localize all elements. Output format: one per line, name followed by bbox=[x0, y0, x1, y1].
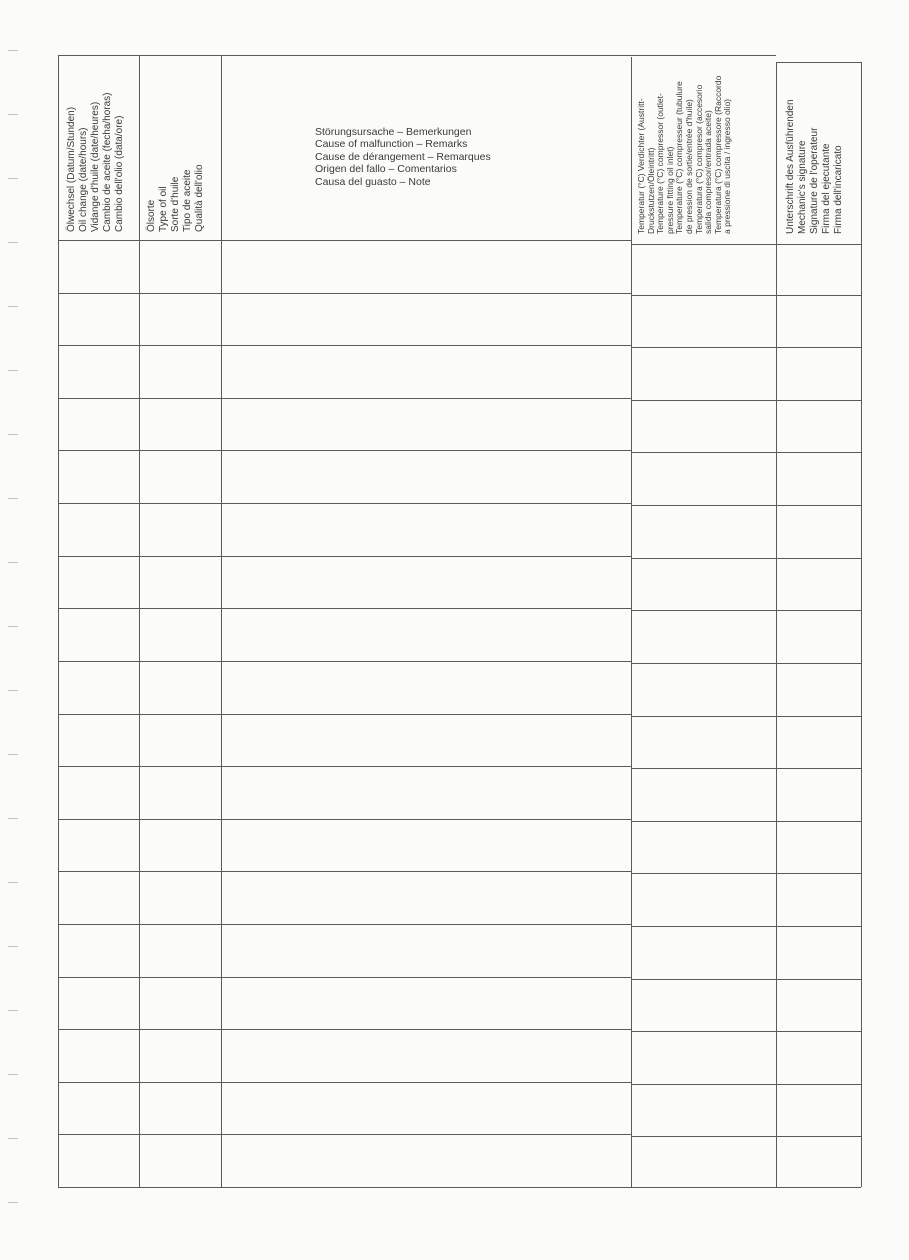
oil-type-cell[interactable] bbox=[140, 767, 221, 819]
oil-change-cell[interactable] bbox=[59, 715, 139, 766]
header-line: Firma dell'incaricato bbox=[833, 145, 844, 234]
header-line: Temperatura (°C) compressore (Raccordo bbox=[712, 75, 723, 234]
temperature-cell[interactable] bbox=[632, 925, 776, 977]
temperature-cell[interactable] bbox=[632, 978, 776, 1029]
temperature-cell[interactable] bbox=[632, 609, 776, 661]
signature-cell[interactable] bbox=[777, 241, 861, 293]
margin-tick bbox=[8, 1010, 18, 1011]
header-line: Druckstutzen/Öleintritt) bbox=[645, 147, 656, 234]
temperature-cell[interactable] bbox=[632, 399, 776, 450]
header-line: Temperature (°C) compressor (outlet- bbox=[655, 93, 666, 234]
temperature-cell[interactable] bbox=[632, 241, 776, 293]
table-top-border bbox=[58, 55, 776, 56]
header-remarks bbox=[315, 126, 491, 188]
margin-tick bbox=[8, 882, 18, 883]
margin-tick bbox=[8, 754, 18, 755]
temperature-cell[interactable] bbox=[632, 346, 776, 398]
header-line: a pressione di uscita / ingresso olio) bbox=[722, 98, 733, 234]
table-right-border bbox=[861, 62, 862, 1187]
header-oil-type bbox=[146, 164, 206, 232]
header-signature bbox=[785, 99, 845, 234]
signature-cell[interactable] bbox=[777, 1083, 861, 1134]
signature-cell[interactable] bbox=[777, 662, 861, 714]
margin-tick bbox=[8, 818, 18, 819]
header-line: Origen del fallo – Comentarios bbox=[315, 163, 457, 176]
temperature-cell[interactable] bbox=[632, 767, 776, 819]
temperature-cell[interactable] bbox=[632, 1030, 776, 1082]
signature-cell[interactable] bbox=[777, 451, 861, 503]
remarks-cell[interactable] bbox=[222, 1135, 631, 1187]
header-line: Cambio de aceite (fecha/horas) bbox=[102, 92, 113, 232]
remarks-cell[interactable] bbox=[222, 925, 631, 977]
signature-cell[interactable] bbox=[777, 978, 861, 1029]
remarks-cell[interactable] bbox=[222, 662, 631, 714]
oil-type-cell[interactable] bbox=[140, 241, 221, 293]
remarks-cell[interactable] bbox=[222, 451, 631, 503]
remarks-cell[interactable] bbox=[222, 978, 631, 1029]
oil-change-cell[interactable] bbox=[59, 978, 139, 1029]
header-line: Cambio dell'olio (data/ore) bbox=[114, 115, 125, 232]
header-line: Sorte d'huile bbox=[170, 176, 181, 232]
header-line: Firma del ejecutante bbox=[821, 143, 832, 234]
oil-type-cell[interactable] bbox=[140, 451, 221, 503]
table-top-border-right bbox=[776, 62, 861, 63]
oil-type-cell[interactable] bbox=[140, 294, 221, 345]
header-line: Oil change (date/hours) bbox=[78, 127, 89, 232]
table-bottom-border bbox=[58, 1187, 861, 1188]
header-line: Temperature (°C) compresseur (tubulure bbox=[674, 81, 685, 234]
remarks-cell[interactable] bbox=[222, 872, 631, 924]
header-line: Mechanic's signature bbox=[797, 140, 808, 234]
remarks-cell[interactable] bbox=[222, 241, 631, 293]
remarks-cell[interactable] bbox=[222, 294, 631, 345]
temperature-cell[interactable] bbox=[632, 820, 776, 871]
oil-type-cell[interactable] bbox=[140, 978, 221, 1029]
remarks-cell[interactable] bbox=[222, 715, 631, 766]
oil-type-cell[interactable] bbox=[140, 1030, 221, 1082]
signature-cell[interactable] bbox=[777, 399, 861, 450]
signature-cell[interactable] bbox=[777, 767, 861, 819]
remarks-cell[interactable] bbox=[222, 1083, 631, 1134]
signature-cell[interactable] bbox=[777, 504, 861, 556]
header-line: Tipo de aceite bbox=[182, 169, 193, 232]
remarks-cell[interactable] bbox=[222, 346, 631, 398]
temperature-cell[interactable] bbox=[632, 451, 776, 503]
header-line: Causa del guasto – Note bbox=[315, 175, 431, 188]
margin-tick bbox=[8, 498, 18, 499]
oil-type-cell[interactable] bbox=[140, 925, 221, 977]
remarks-cell[interactable] bbox=[222, 1030, 631, 1082]
signature-cell[interactable] bbox=[777, 557, 861, 608]
header-line: salida compresor/entrada aceite) bbox=[703, 110, 714, 234]
margin-tick bbox=[8, 1138, 18, 1139]
oil-type-cell[interactable] bbox=[140, 715, 221, 766]
header-line: Cause de dérangement – Remarques bbox=[315, 150, 491, 163]
margin-tick bbox=[8, 690, 18, 691]
oil-change-cell[interactable] bbox=[59, 451, 139, 503]
oil-change-cell[interactable] bbox=[59, 1135, 139, 1187]
header-line: Temperatura (°C) compresor (accesorio bbox=[693, 84, 704, 234]
signature-cell[interactable] bbox=[777, 715, 861, 766]
oil-type-cell[interactable] bbox=[140, 504, 221, 556]
header-line: Type of oil bbox=[158, 186, 169, 232]
oil-type-cell[interactable] bbox=[140, 609, 221, 661]
oil-change-cell[interactable] bbox=[59, 399, 139, 450]
oil-type-cell[interactable] bbox=[140, 557, 221, 608]
signature-cell[interactable] bbox=[777, 609, 861, 661]
oil-change-cell[interactable] bbox=[59, 504, 139, 556]
oil-change-cell[interactable] bbox=[59, 1083, 139, 1134]
remarks-cell[interactable] bbox=[222, 767, 631, 819]
header-line: Ölwechsel (Datum/Stunden) bbox=[66, 106, 77, 232]
oil-change-cell[interactable] bbox=[59, 294, 139, 345]
signature-cell[interactable] bbox=[777, 346, 861, 398]
signature-cell[interactable] bbox=[777, 820, 861, 871]
oil-type-cell[interactable] bbox=[140, 1135, 221, 1187]
margin-tick bbox=[8, 242, 18, 243]
temperature-cell[interactable] bbox=[632, 715, 776, 766]
temperature-cell[interactable] bbox=[632, 294, 776, 345]
header-line: Qualità dell'olio bbox=[194, 164, 205, 232]
temperature-cell[interactable] bbox=[632, 504, 776, 556]
margin-tick bbox=[8, 1074, 18, 1075]
oil-change-cell[interactable] bbox=[59, 1030, 139, 1082]
header-line: pressure fitting oil inlet) bbox=[664, 146, 675, 234]
header-line: Ölsorte bbox=[146, 199, 157, 232]
margin-tick bbox=[8, 562, 18, 563]
oil-change-cell[interactable] bbox=[59, 662, 139, 714]
temperature-cell[interactable] bbox=[632, 872, 776, 924]
oil-type-cell[interactable] bbox=[140, 346, 221, 398]
header-line: Signature de l'operateur bbox=[809, 127, 820, 234]
oil-change-cell[interactable] bbox=[59, 872, 139, 924]
header-line: Störungsursache – Bemerkungen bbox=[315, 126, 472, 138]
oil-type-cell[interactable] bbox=[140, 872, 221, 924]
oil-change-cell[interactable] bbox=[59, 241, 139, 293]
header-line: Unterschrift des Ausführenden bbox=[785, 99, 796, 234]
margin-tick bbox=[8, 50, 18, 51]
oil-change-cell[interactable] bbox=[59, 925, 139, 977]
remarks-cell[interactable] bbox=[222, 557, 631, 608]
signature-cell[interactable] bbox=[777, 1030, 861, 1082]
header-oil-change bbox=[66, 92, 126, 232]
remarks-cell[interactable] bbox=[222, 609, 631, 661]
margin-tick bbox=[8, 1202, 18, 1203]
margin-tick bbox=[8, 114, 18, 115]
header-temperature bbox=[637, 76, 733, 234]
signature-cell[interactable] bbox=[777, 1135, 861, 1187]
temperature-cell[interactable] bbox=[632, 662, 776, 714]
signature-cell[interactable] bbox=[777, 294, 861, 345]
remarks-cell[interactable] bbox=[222, 504, 631, 556]
margin-tick bbox=[8, 178, 18, 179]
temperature-cell[interactable] bbox=[632, 1135, 776, 1187]
oil-type-cell[interactable] bbox=[140, 662, 221, 714]
header-line: de pression de sortie/entrée d'huile) bbox=[683, 99, 694, 234]
header-line: Temperatur (°C) Verdichter (Austritt- bbox=[636, 98, 646, 234]
remarks-cell[interactable] bbox=[222, 399, 631, 450]
margin-tick bbox=[8, 434, 18, 435]
temperature-cell[interactable] bbox=[632, 557, 776, 608]
signature-cell[interactable] bbox=[777, 925, 861, 977]
oil-change-cell[interactable] bbox=[59, 557, 139, 608]
oil-change-cell[interactable] bbox=[59, 609, 139, 661]
temperature-cell[interactable] bbox=[632, 1083, 776, 1134]
oil-type-cell[interactable] bbox=[140, 399, 221, 450]
oil-change-cell[interactable] bbox=[59, 820, 139, 871]
signature-cell[interactable] bbox=[777, 872, 861, 924]
oil-change-cell[interactable] bbox=[59, 346, 139, 398]
margin-tick bbox=[8, 626, 18, 627]
margin-tick bbox=[8, 946, 18, 947]
header-line: Vidange d'huile (date/heures) bbox=[90, 101, 101, 232]
margin-tick bbox=[8, 306, 18, 307]
margin-tick bbox=[8, 370, 18, 371]
oil-type-cell[interactable] bbox=[140, 820, 221, 871]
oil-type-cell[interactable] bbox=[140, 1083, 221, 1134]
header-line: Cause of malfunction – Remarks bbox=[315, 138, 468, 151]
remarks-cell[interactable] bbox=[222, 820, 631, 871]
oil-change-cell[interactable] bbox=[59, 767, 139, 819]
